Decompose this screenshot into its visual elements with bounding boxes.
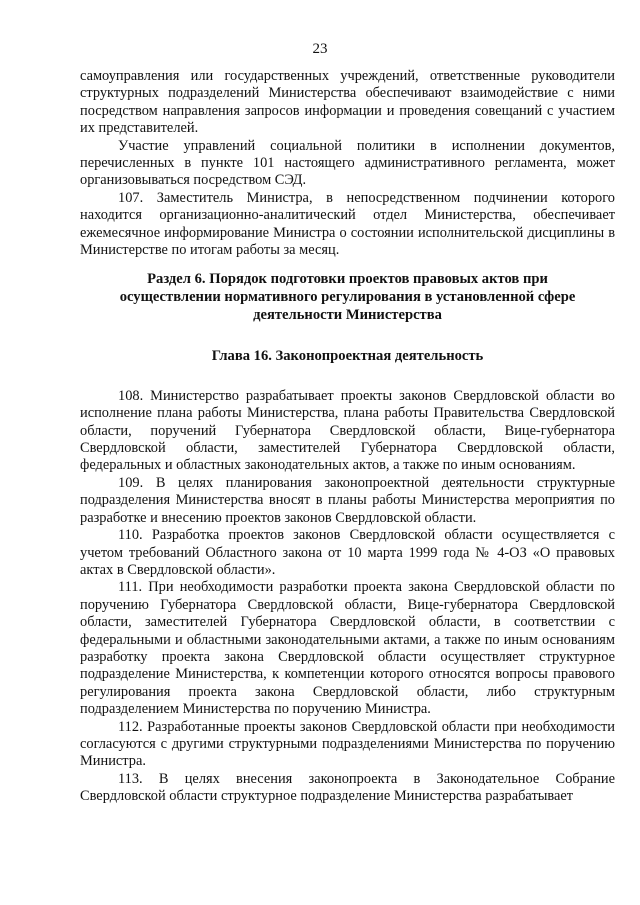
paragraph-social-policy: Участие управлений социальной политики в исполнении документов, перечисленных в пункте 101 настоящего административного регламента, может организовываться посредством СЭД. bbox=[80, 137, 615, 189]
chapter-heading: Глава 16. Законопроектная деятельность bbox=[211, 348, 484, 365]
paragraph-111: 111. При необходимости разработки проекта закона Свердловской области по поручению Губернатора Свердловской области, Вице-губернатора Свердловской области, заместителей Губернатора Свердловской области, в соответствии с федеральными и областными законодательными актами, а также по иным основаниям разработку проекта закона Свердловской области осуществляет структурное подразделение Министерства, к компетенции которого относятся вопросы правового регулирования проекта закона Свердловской области, либо структурным подразделением Министерства по поручению Министра. bbox=[80, 579, 615, 718]
paragraph-108: 108. Министерство разрабатывает проекты законов Свердловской области во исполнение плана работы Министерства, плана работы Правительства Свердловской области, поручений Губернатора Свердловской области, Вице-губернатора Свердловской области, заместителей Губернатора Свердловской области, федеральных и областных законодательных актов, а также по иным основаниям. bbox=[80, 387, 615, 474]
paragraph-continuation: самоуправления или государственных учреждений, ответственные руководители структурных подразделений Министерства обеспечивают взаимодействие с ними посредством направления запросов информации и проведения совещаний с участием их представителей. bbox=[80, 68, 615, 137]
paragraph-113: 113. В целях внесения законопроекта в Законодательное Собрание Свердловской области структурное подразделение Министерства разрабатывает bbox=[80, 770, 615, 805]
paragraph-107: 107. Заместитель Министра, в непосредственном подчинении которого находится организационно-аналитический отдел Министерства, обеспечивает ежемесячное информирование Министра о состоянии исполнительской дисциплины в Министерстве по итогам работы за месяц. bbox=[80, 189, 615, 259]
paragraph-110: 110. Разработка проектов законов Свердловской области осуществляется с учетом требований Областного закона от 10 марта 1999 года № 4-ОЗ «О правовых актах в Свердловской области». bbox=[80, 527, 615, 578]
page-number: 23 bbox=[312, 41, 328, 57]
document-body bbox=[80, 68, 615, 806]
paragraph-112: 112. Разработанные проекты законов Свердловской области при необходимости согласуются с другими структурными подразделениями Министерства по поручению Министра. bbox=[80, 718, 615, 770]
section-heading: Раздел 6. Порядок подготовки проектов правовых актов при осуществлении нормативного регулирования в установленной сфере деятельности Министерства bbox=[119, 271, 576, 323]
paragraph-109: 109. В целях планирования законопроектной деятельности структурные подразделения Министерства вносят в планы работы Министерства мероприятия по разработке и внесению проектов законов Свердловской области. bbox=[80, 474, 615, 526]
